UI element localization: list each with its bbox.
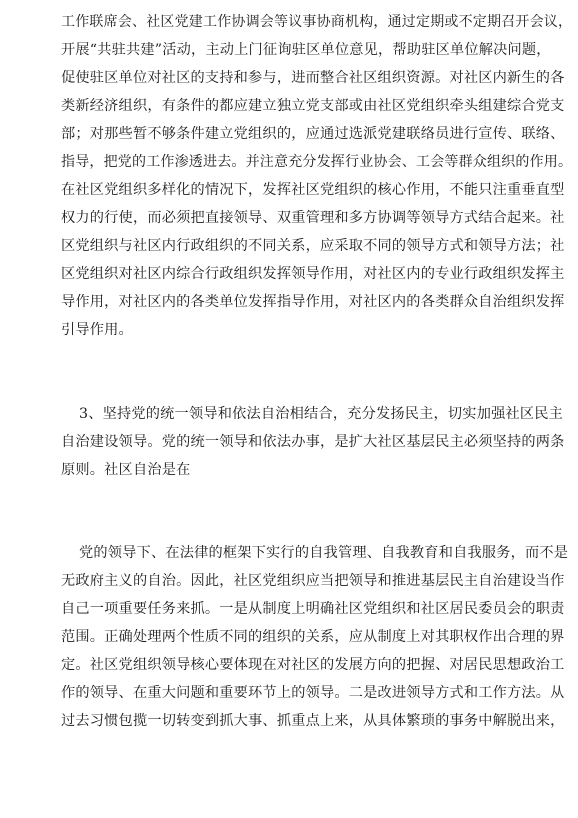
paragraph-1-line-6: 指导，把党的工作渗透进去。并注意充分发挥行业协会、工会等群众组织的作用。 bbox=[61, 154, 573, 170]
paragraph-3-line-6: 作的领导、在重大问题和重要环节上的领导。二是改进领导方式和工作方法。从 bbox=[61, 685, 565, 701]
paragraph-2-line-3: 原则。社区自治是在 bbox=[61, 462, 191, 478]
paragraph-3-line-1: 党的领导下、在法律的框架下实行的自我管理、自我教育和自我服务，而不是 bbox=[79, 545, 569, 561]
paragraph-2-line-2: 自治建设领导。党的统一领导和依法办事，是扩大社区基层民主必须坚持的两条 bbox=[61, 434, 565, 450]
paragraph-1-line-7: 在社区党组织多样化的情况下，发挥社区党组织的核心作用，不能只注重垂直型 bbox=[61, 182, 565, 198]
paragraph-1-line-11: 导作用，对社区内的各类单位发挥指导作用，对社区内的各类群众自治组织发挥 bbox=[61, 294, 565, 310]
paragraph-1-line-10: 区党组织对社区内综合行政组织发挥领导作用，对社区内的专业行政组织发挥主 bbox=[61, 266, 565, 282]
paragraph-3-line-5: 定。社区党组织领导核心要体现在对社区的发展方向的把握、对居民思想政治工 bbox=[61, 657, 565, 673]
paragraph-1-line-8: 权力的行使，而必须把直接领导、双重管理和多方协调等领导方式结合起来。社 bbox=[61, 210, 565, 226]
paragraph-3-line-2: 无政府主义的自治。因此，社区党组织应当把领导和推进基层民主自治建设当作 bbox=[61, 573, 565, 589]
paragraph-2-line-1: 3、坚持党的统一领导和依法自治相结合，充分发扬民主，切实加强社区民主 bbox=[79, 406, 564, 422]
paragraph-3-line-4: 范围。正确处理两个性质不同的组织的关系，应从制度上对其职权作出合理的界 bbox=[61, 629, 565, 645]
paragraph-1-line-12: 引导作用。 bbox=[61, 322, 133, 338]
paragraph-1-line-1: 工作联席会、社区党建工作协调会等议事协商机构，通过定期或不定期召开会议， bbox=[61, 14, 573, 30]
paragraph-3-line-7: 过去习惯包揽一切转变到抓大事、抓重点上来，从具体繁琐的事务中解脱出来， bbox=[61, 713, 565, 729]
paragraph-1-line-4: 类新经济组织，有条件的都应建立独立党支部或由社区党组织牵头组建综合党支 bbox=[61, 98, 565, 114]
paragraph-3-line-3: 自己一项重要任务来抓。一是从制度上明确社区党组织和社区居民委员会的职责 bbox=[61, 601, 565, 617]
paragraph-1-line-5: 部；对那些暂不够条件建立党组织的，应通过选派党建联络员进行宣传、联络、 bbox=[61, 126, 565, 142]
paragraph-1-line-3: 促使驻区单位对社区的支持和参与，进而整合社区组织资源。对社区内新生的各 bbox=[61, 70, 565, 86]
paragraph-1-line-2: 开展“共驻共建”活动，主动上门征询驻区单位意见，帮助驻区单位解决问题， bbox=[61, 42, 551, 58]
paragraph-1-line-9: 区党组织与社区内行政组织的不同关系，应采取不同的领导方式和领导方法；社 bbox=[61, 238, 565, 254]
